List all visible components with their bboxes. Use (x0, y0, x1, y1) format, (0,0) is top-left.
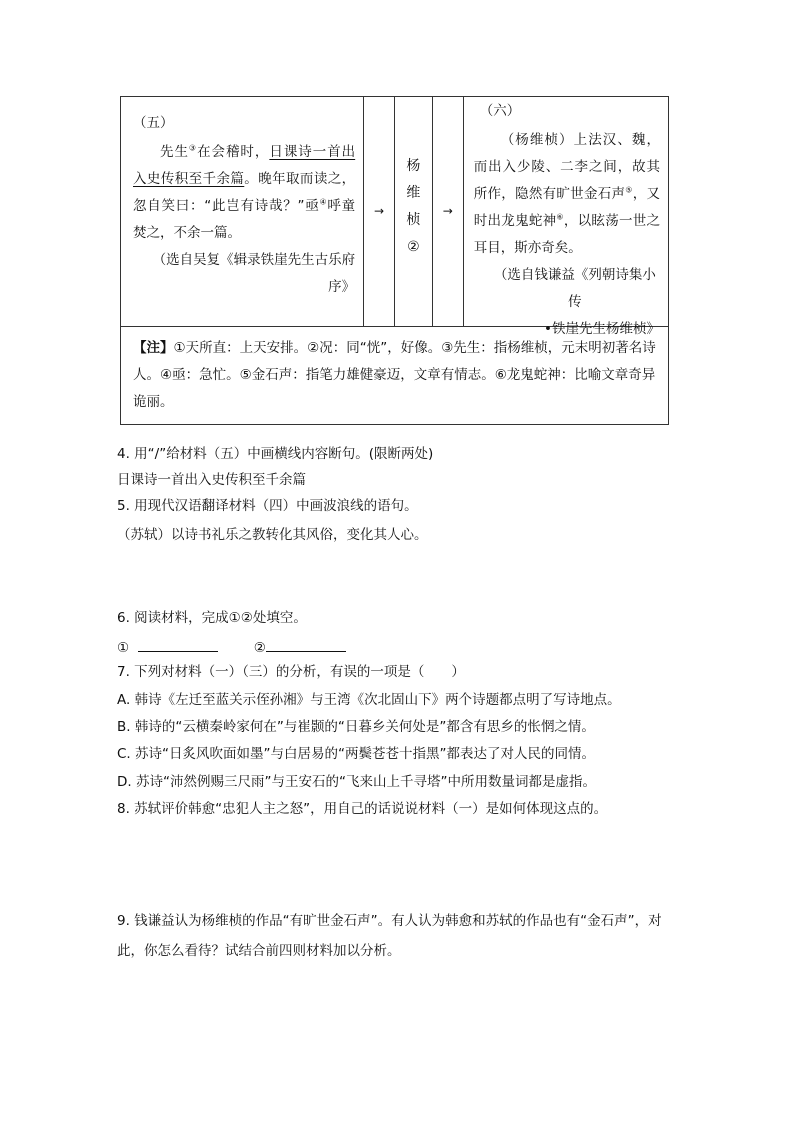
footnote-marker: ⑥ (556, 212, 564, 222)
note-label: 【注】 (133, 340, 174, 356)
material-6-heading: （六） (479, 103, 521, 119)
question-7-option-a[interactable]: A. 韩诗《左迁至蓝关示侄孙湘》与王湾《次北固山下》两个诗题都点明了写诗地点。 (117, 692, 621, 708)
footnote-marker: ④ (319, 197, 328, 207)
material-5-text (133, 139, 355, 247)
material-6-text (474, 127, 660, 262)
text-segment: ，以眩荡一世之耳目，斯亦奇矣。 (473, 213, 661, 256)
underlined-passage: 日课诗一首出入史传积至千余篇 (133, 144, 356, 187)
text-segment: 先生 (160, 144, 189, 160)
material-6-source-cont: •铁崖先生杨维桢》 (544, 321, 660, 337)
question-6: 6. 阅读材料，完成①②处填空。 (117, 610, 307, 626)
text-segment: 呼童焚之，不余一篇。 (133, 198, 356, 241)
material-6-cell (464, 97, 668, 337)
text-segment: ，又时出龙鬼蛇神 (473, 186, 661, 229)
materials-row (121, 97, 668, 337)
arrow-right-icon: → (364, 97, 395, 326)
footnote-marker: ⑤ (625, 185, 633, 195)
text-segment: （杨维桢）上法汉、魏，而出入少陵、二李之间，故其所作，隐然有旷世金石声 (473, 132, 660, 202)
question-5-answer: （苏轼）以诗书礼乐之教转化其风俗，变化其人心。 (117, 527, 428, 543)
blank-label-1: ① (117, 640, 130, 656)
materials-table (120, 96, 669, 425)
question-9: 9. 钱谦益认为杨维桢的作品“有旷世金石声”。有人认为韩愈和苏轼的作品也有“金石声”，对此，你怎么看待？试结合前四则材料加以分析。 (117, 913, 662, 959)
material-5-cell (121, 97, 364, 326)
material-5-source: （选自吴复《辑录铁崖先生古乐府序》 (152, 252, 356, 295)
blank-label-2: ② (253, 640, 266, 656)
material-5-heading: （五） (133, 115, 174, 131)
question-7-option-d[interactable]: D. 苏诗“沛然例赐三尺雨”与王安石的“飞来山上千寻塔”中所用数量词都是虚指。 (117, 774, 596, 790)
question-7: 7. 下列对材料（一）（三）的分析，有误的一项是（ ） (117, 664, 465, 680)
question-4-passage: 日课诗一首出入史传积至千余篇 (117, 472, 306, 488)
middle-char: 维 (406, 185, 421, 201)
arrow-right-icon: → (433, 97, 464, 326)
text-segment: 。晚年取而读之，忽自笑曰：“此岂有诗哉？”亟 (133, 171, 356, 214)
question-5: 5. 用现代汉语翻译材料（四）中画波浪线的语句。 (117, 498, 418, 514)
middle-char: 杨 (406, 158, 421, 174)
question-7-option-b[interactable]: B. 韩诗的“云横秦岭家何在”与崔颢的“日暮乡关何处是”都含有思乡的怅惘之情。 (117, 719, 595, 735)
question-6-blanks (117, 637, 346, 659)
note-text: ①天所直：上天安排。②况：同“恍”，好像。③先生：指杨维桢，元末明初著名诗人。④亟：急忙。⑤金石声：指笔力雄健豪迈，文章有情志。⑥龙鬼蛇神：比喻文章奇异诡丽。 (133, 340, 656, 410)
middle-char: 桢 (406, 212, 421, 228)
middle-author-cell (395, 97, 433, 326)
question-8: 8. 苏轼评价韩愈“忠犯人主之怒”，用自己的话说说材料（一）是如何体现这点的。 (117, 801, 608, 817)
text-segment: 在会稽时， (197, 144, 270, 160)
question-7-option-c[interactable]: C. 苏诗“日炙风吹面如墨”与白居易的“两鬓苍苍十指黑”都表达了对人民的同情。 (117, 746, 595, 762)
material-6-source: （选自钱谦益《列朝诗集小传 (493, 267, 656, 310)
blank-marker-2: ② (407, 239, 420, 255)
question-4: 4. 用“/”给材料（五）中画横线内容断句。(限断两处) (117, 446, 434, 462)
blank-input-1[interactable] (138, 637, 218, 652)
blank-input-2[interactable] (266, 637, 346, 652)
footnote-marker: ③ (188, 143, 198, 153)
